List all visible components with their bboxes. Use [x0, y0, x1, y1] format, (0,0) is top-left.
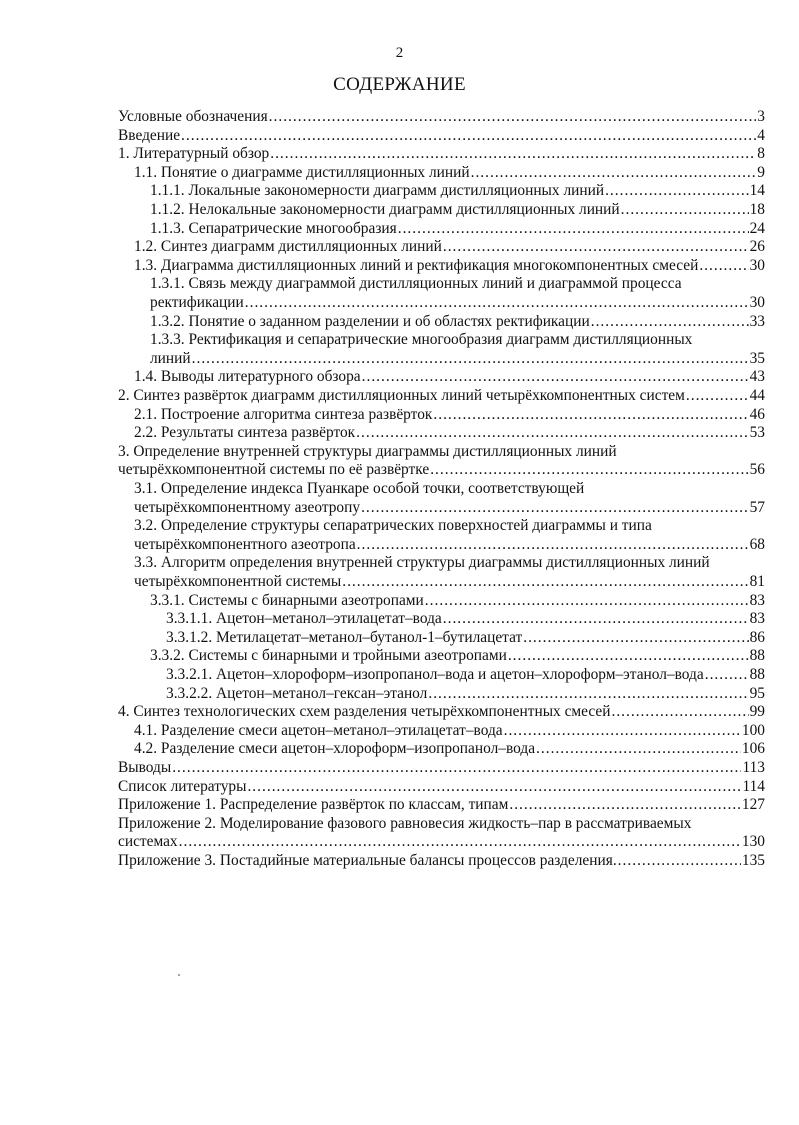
toc-entry[interactable]	[166, 666, 765, 684]
toc-page-number: 14	[749, 182, 765, 200]
toc-dot-leader	[508, 647, 749, 665]
toc-page-number: 53	[749, 424, 765, 442]
toc-page-number: 56	[749, 461, 765, 479]
toc-page-number: 44	[749, 387, 765, 404]
toc-dot-leader	[269, 108, 757, 126]
toc-entry[interactable]	[134, 368, 765, 386]
toc-page-number: 30	[749, 256, 765, 274]
toc-page-number: 26	[749, 238, 765, 256]
scan-speck	[178, 974, 180, 976]
toc-dot-leader	[621, 201, 749, 219]
toc-dot-leader	[523, 629, 748, 647]
toc-entry-title: четырёхкомпонентной системы по её развёртке	[118, 461, 430, 479]
toc-entry-title: Введение	[118, 126, 181, 144]
toc-dot-leader	[618, 852, 741, 870]
toc-entry-title: 1. Литературный обзор	[118, 145, 270, 163]
toc-entry-title: линий	[150, 349, 191, 367]
toc-entry-title: 1.1. Понятие о диаграмме дистилляционных линий	[134, 163, 470, 181]
toc-entry[interactable]	[118, 703, 765, 721]
toc-entry[interactable]	[118, 833, 765, 851]
toc-dot-leader	[342, 573, 748, 591]
toc-entry-title: 3.3.2.1. Ацетон–хлороформ–изопропанол–вода и ацетон–хлороформ–этанол–вода	[166, 666, 704, 683]
toc-entry[interactable]	[166, 610, 765, 628]
toc-entry[interactable]	[150, 182, 765, 200]
toc-entry[interactable]	[134, 406, 765, 424]
toc-page-number: 46	[749, 405, 765, 423]
toc-entry-title: 2. Синтез развёрток диаграмм дистилляционных линий четырёхкомпонентных систем	[118, 387, 685, 404]
toc-page-number: 3	[757, 108, 765, 125]
toc-entry[interactable]	[134, 722, 765, 740]
toc-entry-title: 1.4. Выводы литературного обзора	[134, 368, 361, 386]
toc-entry-title: 3.3.1.1. Ацетон–метанол–этилацетат–вода	[166, 610, 442, 628]
toc-entry[interactable]	[118, 796, 765, 814]
toc-dot-leader	[247, 778, 741, 796]
toc-dot-leader	[705, 666, 749, 684]
toc-entry[interactable]	[150, 201, 765, 219]
toc-page-number: 4	[757, 126, 765, 144]
toc-entry[interactable]	[150, 294, 765, 312]
toc-entry[interactable]	[118, 778, 765, 796]
toc-page-number: 30	[749, 294, 765, 311]
toc-page-number: 99	[749, 703, 765, 721]
toc-entry-title: 3.3.1. Системы с бинарными азеотропами	[150, 591, 424, 609]
toc-entry[interactable]	[134, 740, 765, 758]
toc-entry[interactable]	[150, 313, 765, 331]
toc-dot-leader	[611, 703, 748, 721]
toc-dot-leader	[172, 759, 741, 777]
toc-dot-leader	[428, 685, 748, 703]
toc-dot-leader	[536, 740, 741, 758]
toc-dot-leader	[425, 592, 749, 610]
toc-page-number: 127	[741, 796, 765, 814]
toc-entry-title: Приложение 1. Распределение развёрток по классам, типам	[118, 796, 509, 814]
toc-entry[interactable]	[118, 852, 765, 870]
toc-entry-title: 4.1. Разделение смеси ацетон–метанол–этилацетат–вода	[134, 721, 503, 739]
toc-entry-heading: 3.2. Определение структуры сепаратрических поверхностей диаграммы и типа	[134, 517, 652, 535]
toc-dot-leader	[361, 499, 749, 517]
toc-entry-title: 2.1. Построение алгоритма синтеза развёрток	[134, 405, 433, 423]
toc-entry-title: 3.3.1.2. Метилацетат–метанол–бутанол-1–бутилацетат	[166, 628, 523, 646]
toc-entry-title: Выводы	[118, 759, 172, 776]
toc-page-number: 24	[749, 219, 765, 237]
toc-dot-leader	[179, 833, 741, 851]
toc-entry[interactable]	[134, 424, 765, 442]
toc-dot-leader	[181, 127, 756, 145]
toc-entry-title: ректификации	[150, 294, 244, 311]
toc-page-number: 88	[749, 666, 765, 683]
toc-entry-heading: 3. Определение внутренней структуры диаграммы дистилляционных линий	[118, 442, 617, 460]
toc-entry[interactable]	[134, 573, 765, 591]
toc-dot-leader	[357, 536, 749, 554]
toc-page-number: 68	[749, 535, 765, 553]
toc-entry-title: 3.3.2.2. Ацетон–метанол–гексан–этанол	[166, 684, 428, 702]
toc-entry[interactable]	[134, 238, 765, 256]
toc-entry-title: Список литературы	[118, 777, 247, 795]
toc-entry-heading: 1.3.3. Ректификация и сепаратрические многообразия диаграмм дистилляционных	[150, 331, 693, 349]
toc-page-number: 18	[749, 201, 765, 218]
toc-entry-title: 1.3. Диаграмма дистилляционных линий и ректификация многокомпонентных смесей	[134, 256, 699, 274]
toc-dot-leader	[192, 350, 749, 368]
toc-entry-heading: Приложение 2. Моделирование фазового равновесия жидкость–пар в рассматриваемых	[118, 814, 692, 832]
toc-dot-leader	[509, 796, 741, 814]
toc-entry-title: 3.3.2. Системы с бинарными и тройными азеотропами	[150, 647, 507, 665]
toc-page-number: 113	[742, 759, 765, 776]
toc-page-number: 130	[741, 833, 765, 851]
toc-entry-title: четырёхкомпонентному азеотропу	[134, 498, 361, 516]
toc-entry[interactable]	[134, 499, 765, 517]
toc-dot-leader	[356, 424, 748, 442]
toc-entry-title: 2.2. Результаты синтеза развёрток	[134, 424, 356, 442]
toc-page-number: 33	[749, 312, 765, 330]
toc-entry-title: Приложение 3. Постадийные материальные балансы процессов разделения.	[118, 852, 617, 869]
toc-entry[interactable]	[118, 127, 765, 145]
toc-dot-leader	[504, 722, 741, 740]
toc-page-number: 81	[749, 573, 765, 590]
toc-dot-leader	[443, 238, 749, 256]
toc-entry-title: 4.2. Разделение смеси ацетон–хлороформ–изопропанол–вода	[134, 740, 536, 758]
toc-dot-leader	[605, 182, 749, 200]
toc-entry[interactable]	[134, 257, 765, 275]
toc-dot-leader	[245, 294, 749, 312]
toc-entry[interactable]	[150, 350, 765, 368]
toc-entry[interactable]	[150, 592, 765, 610]
toc-dot-leader	[362, 368, 749, 386]
toc-entry[interactable]	[118, 461, 765, 479]
toc-page-number: 9	[757, 163, 765, 181]
toc-entry-title: системах	[118, 833, 178, 851]
toc-entry[interactable]	[118, 759, 765, 777]
toc-page-number: 106	[741, 740, 765, 758]
toc-page-number: 83	[749, 610, 765, 628]
toc-entry-title: четырёхкомпонентного азеотропа	[134, 535, 356, 553]
toc-dot-leader	[443, 610, 749, 628]
toc-entry-heading: 3.3. Алгоритм определения внутренней структуры диаграммы дистилляционных линий	[134, 554, 710, 572]
toc-dot-leader	[686, 387, 749, 405]
toc-entry-title: четырёхкомпонентной системы	[134, 573, 342, 590]
toc-page-number: 35	[749, 349, 765, 367]
toc-entry-title: 1.1.2. Нелокальные закономерности диаграмм дистилляционных линий	[150, 201, 620, 218]
toc-entry-title: Условные обозначения	[118, 108, 268, 125]
toc-entry[interactable]	[134, 164, 765, 182]
toc-entry-title: 1.3.2. Понятие о заданном разделении и об областях ректификации	[150, 312, 590, 330]
toc-entry[interactable]	[118, 387, 765, 405]
toc-page-number: 86	[749, 628, 765, 646]
toc-entry-title: 1.2. Синтез диаграмм дистилляционных линий	[134, 238, 442, 256]
toc-dot-leader	[471, 164, 757, 182]
toc-page-number: 114	[742, 777, 765, 795]
toc-page-number: 43	[749, 368, 765, 386]
toc-page-number: 100	[741, 721, 765, 739]
toc-entry[interactable]	[150, 647, 765, 665]
toc-dot-leader	[270, 145, 756, 163]
toc-entry[interactable]	[118, 108, 765, 126]
toc-entry[interactable]	[150, 220, 765, 238]
page-title: СОДЕРЖАНИЕ	[333, 74, 466, 95]
toc-dot-leader	[430, 461, 748, 479]
toc-entry[interactable]	[166, 629, 765, 647]
toc-entry-title: 1.1.1. Локальные закономерности диаграмм дистилляционных линий	[150, 182, 605, 200]
toc-page-number: 8	[757, 145, 765, 163]
toc-page-number: 135	[741, 852, 765, 869]
toc-entry-heading: 3.1. Определение индекса Пуанкаре особой точки, соответствующей	[134, 480, 585, 497]
toc-dot-leader	[591, 313, 749, 331]
toc-entry-title: 1.1.3. Сепаратрические многообразия	[150, 219, 397, 237]
toc-entry-title: 4. Синтез технологических схем разделения четырёхкомпонентных смесей	[118, 703, 611, 721]
toc-page-number: 88	[749, 647, 765, 665]
toc-page-number: 83	[749, 591, 765, 609]
toc-dot-leader	[699, 257, 748, 275]
toc-entry[interactable]	[118, 145, 765, 163]
toc-page-number: 95	[749, 684, 765, 702]
toc-page-number: 57	[749, 498, 765, 516]
toc-entry[interactable]	[166, 685, 765, 703]
page-number: 2	[395, 45, 404, 61]
toc-entry[interactable]	[134, 536, 765, 554]
toc-entry-heading: 1.3.1. Связь между диаграммой дистилляционных линий и диаграммой процесса	[150, 275, 682, 293]
toc-dot-leader	[398, 220, 749, 238]
toc-dot-leader	[433, 406, 748, 424]
